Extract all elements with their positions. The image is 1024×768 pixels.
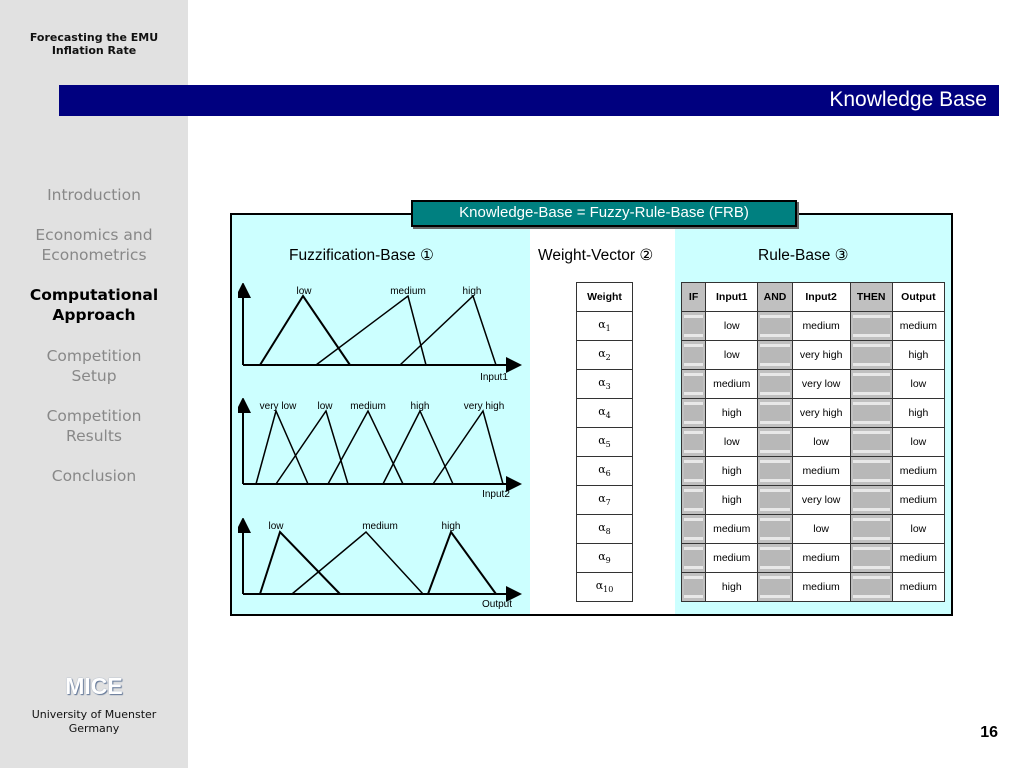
rule-header-then: THEN bbox=[850, 283, 892, 312]
membership-functions-input1 bbox=[238, 283, 528, 393]
input2-cell: medium bbox=[792, 573, 850, 602]
weight-cell bbox=[577, 457, 633, 486]
output-cell: low bbox=[892, 515, 944, 544]
output-cell: low bbox=[892, 428, 944, 457]
input1-cell: medium bbox=[706, 544, 758, 573]
rule-keyword-fill bbox=[684, 373, 703, 395]
frb-label: Knowledge-Base = Fuzzy-Rule-Base (FRB) bbox=[411, 200, 797, 227]
rule-keyword-fill bbox=[853, 460, 890, 482]
rule-keyword-spacer bbox=[850, 544, 892, 573]
weight-index: 6 bbox=[605, 469, 611, 479]
nav-item-conclusion[interactable] bbox=[0, 466, 188, 486]
mf-term-label: high bbox=[410, 401, 430, 412]
rule-keyword-fill bbox=[853, 518, 890, 540]
rule-row bbox=[682, 428, 945, 457]
rule-keyword-spacer bbox=[850, 341, 892, 370]
rule-row bbox=[682, 312, 945, 341]
rule-keyword-fill bbox=[853, 402, 890, 424]
rule-keyword-fill bbox=[684, 431, 703, 453]
rule-header-if: IF bbox=[682, 283, 706, 312]
nav-item-label: Introduction bbox=[47, 186, 141, 204]
weight-row bbox=[577, 341, 633, 370]
weight-symbol: α bbox=[598, 434, 606, 448]
rule-row bbox=[682, 544, 945, 573]
rule-keyword-spacer bbox=[758, 370, 792, 399]
nav-item-label: Competition bbox=[46, 407, 142, 425]
output-cell: medium bbox=[892, 457, 944, 486]
input1-cell: low bbox=[706, 428, 758, 457]
brand-logo: MICE bbox=[65, 673, 123, 699]
rule-keyword-spacer bbox=[758, 312, 792, 341]
slide-title: Knowledge Base bbox=[829, 88, 987, 111]
weight-cell bbox=[577, 544, 633, 573]
weight-vector-table bbox=[576, 282, 633, 602]
weight-vector-title: Weight-Vector ② bbox=[538, 247, 654, 264]
rule-keyword-fill bbox=[684, 489, 703, 511]
mf-term-label: medium bbox=[362, 521, 398, 532]
weight-symbol: α bbox=[598, 550, 606, 564]
rule-keyword-fill bbox=[760, 518, 789, 540]
rule-keyword-fill bbox=[760, 373, 789, 395]
input2-cell: very high bbox=[792, 399, 850, 428]
nav-item-computational-approach[interactable] bbox=[0, 285, 188, 325]
membership-functions-output bbox=[238, 518, 528, 615]
mf-term-label: very low bbox=[259, 401, 297, 412]
rule-keyword-spacer bbox=[850, 457, 892, 486]
weight-index: 5 bbox=[605, 440, 611, 450]
rule-keyword-fill bbox=[760, 315, 789, 337]
output-cell: high bbox=[892, 399, 944, 428]
input1-cell: low bbox=[706, 312, 758, 341]
output-cell: medium bbox=[892, 486, 944, 515]
rule-row bbox=[682, 341, 945, 370]
rule-keyword-spacer bbox=[682, 544, 706, 573]
membership-functions-input2 bbox=[238, 398, 528, 508]
rule-keyword-spacer bbox=[850, 515, 892, 544]
rule-keyword-spacer bbox=[682, 370, 706, 399]
nav-item-label: Setup bbox=[71, 367, 117, 385]
rule-keyword-spacer bbox=[850, 428, 892, 457]
weight-symbol: α bbox=[598, 347, 606, 361]
weight-cell bbox=[577, 573, 633, 602]
mf-term-label: medium bbox=[350, 401, 386, 412]
nav-item-label: Computational bbox=[29, 286, 159, 304]
weight-cell bbox=[577, 312, 633, 341]
rule-keyword-fill bbox=[684, 518, 703, 540]
rule-keyword-fill bbox=[853, 344, 890, 366]
rule-keyword-spacer bbox=[682, 312, 706, 341]
rule-keyword-fill bbox=[853, 373, 890, 395]
weight-cell bbox=[577, 515, 633, 544]
rule-keyword-fill bbox=[853, 576, 890, 598]
weight-index: 8 bbox=[605, 527, 611, 537]
mf-axis-label: Input2 bbox=[482, 489, 510, 500]
rule-keyword-fill bbox=[760, 402, 789, 424]
rule-keyword-fill bbox=[760, 576, 789, 598]
nav-item-label: Results bbox=[66, 427, 122, 445]
mf-term-label: medium bbox=[390, 286, 426, 297]
mf-term-label: low bbox=[317, 401, 333, 412]
rule-base-table bbox=[681, 282, 945, 602]
mf-term-label: low bbox=[296, 286, 312, 297]
weight-symbol: α bbox=[598, 463, 606, 477]
output-cell: medium bbox=[892, 573, 944, 602]
rule-keyword-spacer bbox=[682, 573, 706, 602]
mf-axis-label: Output bbox=[481, 599, 513, 610]
input1-cell: high bbox=[706, 486, 758, 515]
rule-keyword-spacer bbox=[850, 486, 892, 515]
rule-keyword-spacer bbox=[850, 399, 892, 428]
rule-keyword-fill bbox=[760, 489, 789, 511]
mf-term-label: high bbox=[441, 521, 461, 532]
rule-header-output: Output bbox=[892, 283, 944, 312]
university-name bbox=[0, 708, 188, 736]
nav-item-competition-results[interactable] bbox=[0, 406, 188, 446]
rule-keyword-spacer bbox=[682, 428, 706, 457]
rule-header-input1: Input1 bbox=[706, 283, 758, 312]
input1-cell: medium bbox=[706, 370, 758, 399]
rule-keyword-fill bbox=[684, 576, 703, 598]
rule-keyword-fill bbox=[853, 489, 890, 511]
input1-cell: high bbox=[706, 399, 758, 428]
weight-row bbox=[577, 370, 633, 399]
input2-cell: low bbox=[792, 515, 850, 544]
nav-item-introduction[interactable] bbox=[0, 185, 188, 205]
weight-symbol: α bbox=[598, 376, 606, 390]
weight-row bbox=[577, 457, 633, 486]
weight-index: 9 bbox=[605, 556, 611, 566]
weight-index: 1 bbox=[605, 324, 611, 334]
nav-item-economics-and-econometrics[interactable] bbox=[0, 225, 188, 265]
input2-cell: very low bbox=[792, 370, 850, 399]
rule-keyword-spacer bbox=[758, 457, 792, 486]
rule-keyword-spacer bbox=[682, 399, 706, 428]
rule-keyword-spacer bbox=[682, 515, 706, 544]
mf-term-label: low bbox=[268, 521, 284, 532]
weight-symbol: α bbox=[598, 318, 606, 332]
page-number: 16 bbox=[980, 724, 998, 741]
input2-cell: medium bbox=[792, 312, 850, 341]
mf-term-label: very high bbox=[463, 401, 505, 412]
rule-row bbox=[682, 457, 945, 486]
weight-header: Weight bbox=[577, 283, 633, 312]
weight-index: 4 bbox=[605, 411, 611, 421]
rule-row bbox=[682, 399, 945, 428]
rule-keyword-spacer bbox=[758, 486, 792, 515]
weight-row bbox=[577, 399, 633, 428]
rule-header-and: AND bbox=[758, 283, 792, 312]
weight-cell bbox=[577, 370, 633, 399]
rule-row bbox=[682, 370, 945, 399]
university-line: Germany bbox=[68, 722, 120, 735]
title-bar bbox=[59, 85, 999, 116]
weight-index: 3 bbox=[605, 382, 611, 392]
nav-item-label: Conclusion bbox=[51, 467, 137, 485]
fuzzification-base-title: Fuzzification-Base ① bbox=[289, 247, 434, 264]
input1-cell: medium bbox=[706, 515, 758, 544]
nav-item-label: Economics and bbox=[35, 226, 153, 244]
input2-cell: medium bbox=[792, 457, 850, 486]
nav-item-label: Competition bbox=[46, 347, 142, 365]
rule-keyword-fill bbox=[684, 547, 703, 569]
nav-item-label: Econometrics bbox=[41, 246, 147, 264]
rule-keyword-spacer bbox=[758, 515, 792, 544]
rule-header-input2: Input2 bbox=[792, 283, 850, 312]
weight-index: 7 bbox=[605, 498, 611, 508]
rule-keyword-spacer bbox=[758, 573, 792, 602]
output-cell: high bbox=[892, 341, 944, 370]
output-cell: low bbox=[892, 370, 944, 399]
weight-row bbox=[577, 312, 633, 341]
input1-cell: high bbox=[706, 457, 758, 486]
input2-cell: very low bbox=[792, 486, 850, 515]
rule-keyword-fill bbox=[684, 402, 703, 424]
rule-keyword-fill bbox=[853, 547, 890, 569]
weight-cell bbox=[577, 399, 633, 428]
weight-symbol: α bbox=[598, 492, 606, 506]
rule-keyword-fill bbox=[684, 344, 703, 366]
weight-row bbox=[577, 544, 633, 573]
weight-symbol: α bbox=[595, 579, 604, 593]
rule-keyword-fill bbox=[684, 460, 703, 482]
input1-cell: low bbox=[706, 341, 758, 370]
output-cell: medium bbox=[892, 544, 944, 573]
rule-keyword-fill bbox=[684, 315, 703, 337]
input2-cell: very high bbox=[792, 341, 850, 370]
weight-row bbox=[577, 486, 633, 515]
rule-keyword-fill bbox=[760, 460, 789, 482]
rule-keyword-spacer bbox=[850, 573, 892, 602]
rule-base-title: Rule-Base ③ bbox=[758, 247, 849, 264]
rule-keyword-fill bbox=[760, 431, 789, 453]
weight-row bbox=[577, 428, 633, 457]
rule-row bbox=[682, 573, 945, 602]
weight-cell bbox=[577, 341, 633, 370]
nav-item-label: Approach bbox=[52, 306, 136, 324]
university-line: University of Muenster bbox=[31, 708, 157, 721]
rule-keyword-spacer bbox=[850, 312, 892, 341]
rule-keyword-spacer bbox=[850, 370, 892, 399]
weight-symbol: α bbox=[598, 405, 606, 419]
input2-cell: medium bbox=[792, 544, 850, 573]
rule-keyword-fill bbox=[853, 431, 890, 453]
weight-index: 2 bbox=[605, 353, 611, 363]
rule-keyword-spacer bbox=[758, 341, 792, 370]
deck-title bbox=[0, 31, 188, 57]
mf-term-label: high bbox=[462, 286, 482, 297]
rule-row bbox=[682, 486, 945, 515]
rule-keyword-fill bbox=[853, 315, 890, 337]
rule-row bbox=[682, 515, 945, 544]
rule-keyword-fill bbox=[760, 344, 789, 366]
output-cell: medium bbox=[892, 312, 944, 341]
weight-row bbox=[577, 515, 633, 544]
rule-keyword-spacer bbox=[682, 457, 706, 486]
rule-keyword-spacer bbox=[758, 399, 792, 428]
deck-title-line: Inflation Rate bbox=[51, 44, 137, 57]
input1-cell: high bbox=[706, 573, 758, 602]
rule-keyword-spacer bbox=[682, 341, 706, 370]
weight-symbol: α bbox=[598, 521, 606, 535]
rule-keyword-fill bbox=[760, 547, 789, 569]
weight-cell bbox=[577, 486, 633, 515]
rule-keyword-spacer bbox=[758, 544, 792, 573]
weight-cell bbox=[577, 428, 633, 457]
deck-title-line: Forecasting the EMU bbox=[29, 31, 159, 44]
rule-keyword-spacer bbox=[682, 486, 706, 515]
nav-item-competition-setup[interactable] bbox=[0, 346, 188, 386]
mf-axis-label: Input1 bbox=[480, 372, 508, 383]
weight-index: 10 bbox=[603, 585, 614, 595]
weight-row bbox=[577, 573, 633, 602]
rule-keyword-spacer bbox=[758, 428, 792, 457]
input2-cell: low bbox=[792, 428, 850, 457]
